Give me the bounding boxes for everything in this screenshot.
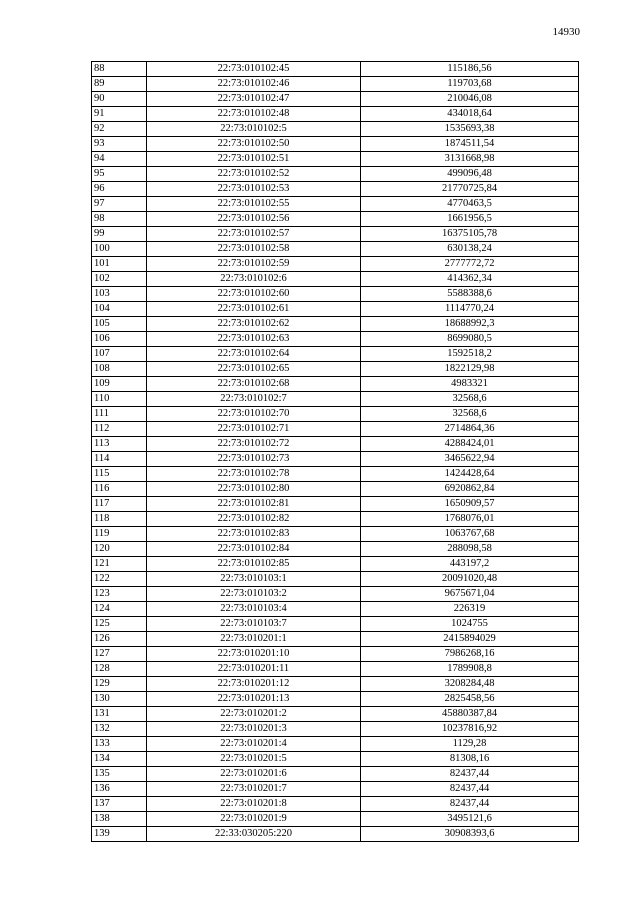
cadastral-value-cell: 2714864,36 <box>361 422 579 437</box>
row-number-cell: 91 <box>92 107 147 122</box>
cadastral-number-cell: 22:73:010102:55 <box>147 197 361 212</box>
cadastral-value-cell: 20091020,48 <box>361 572 579 587</box>
cadastral-number-cell: 22:73:010102:68 <box>147 377 361 392</box>
cadastral-number-cell: 22:73:010102:7 <box>147 392 361 407</box>
cadastral-value-cell: 9675671,04 <box>361 587 579 602</box>
row-number-cell: 93 <box>92 137 147 152</box>
table-row <box>92 587 579 602</box>
cadastral-number-cell: 22:73:010201:8 <box>147 797 361 812</box>
row-number-cell: 134 <box>92 752 147 767</box>
table-row <box>92 722 579 737</box>
cadastral-value-cell: 1114770,24 <box>361 302 579 317</box>
cadastral-value-cell: 1424428,64 <box>361 467 579 482</box>
cadastral-number-cell: 22:73:010102:84 <box>147 542 361 557</box>
cadastral-value-cell: 210046,08 <box>361 92 579 107</box>
cadastral-number-cell: 22:73:010201:10 <box>147 647 361 662</box>
table-row <box>92 752 579 767</box>
row-number-cell: 122 <box>92 572 147 587</box>
cadastral-number-cell: 22:73:010102:61 <box>147 302 361 317</box>
cadastral-value-cell: 82437,44 <box>361 797 579 812</box>
cadastral-value-cell: 81308,16 <box>361 752 579 767</box>
row-number-cell: 95 <box>92 167 147 182</box>
row-number-cell: 100 <box>92 242 147 257</box>
cadastral-value-cell: 8699080,5 <box>361 332 579 347</box>
row-number-cell: 131 <box>92 707 147 722</box>
table-row <box>92 812 579 827</box>
row-number-cell: 103 <box>92 287 147 302</box>
table-row <box>92 557 579 572</box>
cadastral-number-cell: 22:73:010102:56 <box>147 212 361 227</box>
cadastral-number-cell: 22:73:010201:11 <box>147 662 361 677</box>
row-number-cell: 96 <box>92 182 147 197</box>
cadastral-value-cell: 1661956,5 <box>361 212 579 227</box>
table-row <box>92 92 579 107</box>
cadastral-value-cell: 2415894029 <box>361 632 579 647</box>
cadastral-value-cell: 288098,58 <box>361 542 579 557</box>
row-number-cell: 127 <box>92 647 147 662</box>
cadastral-value-cell: 21770725,84 <box>361 182 579 197</box>
cadastral-number-cell: 22:73:010102:63 <box>147 332 361 347</box>
cadastral-number-cell: 22:73:010201:1 <box>147 632 361 647</box>
row-number-cell: 112 <box>92 422 147 437</box>
table-row <box>92 692 579 707</box>
table-row <box>92 302 579 317</box>
cadastral-value-cell: 1768076,01 <box>361 512 579 527</box>
cadastral-value-cell: 119703,68 <box>361 77 579 92</box>
table-row <box>92 332 579 347</box>
row-number-cell: 88 <box>92 62 147 77</box>
cadastral-number-cell: 22:73:010102:47 <box>147 92 361 107</box>
row-number-cell: 126 <box>92 632 147 647</box>
cadastral-value-cell: 1129,28 <box>361 737 579 752</box>
row-number-cell: 129 <box>92 677 147 692</box>
table-row <box>92 122 579 137</box>
row-number-cell: 109 <box>92 377 147 392</box>
cadastral-number-cell: 22:33:030205:220 <box>147 827 361 842</box>
row-number-cell: 133 <box>92 737 147 752</box>
row-number-cell: 101 <box>92 257 147 272</box>
cadastral-value-cell: 82437,44 <box>361 782 579 797</box>
cadastral-number-cell: 22:73:010102:62 <box>147 317 361 332</box>
cadastral-value-cell: 3208284,48 <box>361 677 579 692</box>
cadastral-number-cell: 22:73:010103:7 <box>147 617 361 632</box>
table-row <box>92 707 579 722</box>
table-row <box>92 662 579 677</box>
table-row <box>92 137 579 152</box>
cadastral-number-cell: 22:73:010102:72 <box>147 437 361 452</box>
table-row <box>92 737 579 752</box>
table-row <box>92 482 579 497</box>
table-row <box>92 782 579 797</box>
table-row <box>92 257 579 272</box>
cadastral-number-cell: 22:73:010201:4 <box>147 737 361 752</box>
row-number-cell: 119 <box>92 527 147 542</box>
table-row <box>92 797 579 812</box>
cadastral-number-cell: 22:73:010103:4 <box>147 602 361 617</box>
row-number-cell: 128 <box>92 662 147 677</box>
cadastral-number-cell: 22:73:010102:82 <box>147 512 361 527</box>
cadastral-number-cell: 22:73:010102:50 <box>147 137 361 152</box>
cadastral-number-cell: 22:73:010201:7 <box>147 782 361 797</box>
cadastral-number-cell: 22:73:010102:46 <box>147 77 361 92</box>
cadastral-value-cell: 1789908,8 <box>361 662 579 677</box>
table-row <box>92 452 579 467</box>
cadastral-value-cell: 1024755 <box>361 617 579 632</box>
cadastral-value-cell: 1874511,54 <box>361 137 579 152</box>
row-number-cell: 123 <box>92 587 147 602</box>
table-row <box>92 422 579 437</box>
cadastral-value-cell: 16375105,78 <box>361 227 579 242</box>
table-row <box>92 677 579 692</box>
cadastral-number-cell: 22:73:010201:9 <box>147 812 361 827</box>
cadastral-number-cell: 22:73:010102:73 <box>147 452 361 467</box>
row-number-cell: 118 <box>92 512 147 527</box>
cadastral-value-cell: 1535693,38 <box>361 122 579 137</box>
cadastral-number-cell: 22:73:010201:12 <box>147 677 361 692</box>
table-row <box>92 272 579 287</box>
cadastral-value-cell: 3465622,94 <box>361 452 579 467</box>
cadastral-number-cell: 22:73:010102:59 <box>147 257 361 272</box>
cadastral-value-cell: 10237816,92 <box>361 722 579 737</box>
cadastral-number-cell: 22:73:010201:2 <box>147 707 361 722</box>
table-row <box>92 407 579 422</box>
table-row <box>92 512 579 527</box>
cadastral-value-cell: 82437,44 <box>361 767 579 782</box>
table-row <box>92 572 579 587</box>
cadastral-value-cell: 1822129,98 <box>361 362 579 377</box>
table-row <box>92 167 579 182</box>
cadastral-value-cell: 3495121,6 <box>361 812 579 827</box>
cadastral-value-cell: 30908393,6 <box>361 827 579 842</box>
row-number-cell: 89 <box>92 77 147 92</box>
cadastral-number-cell: 22:73:010102:81 <box>147 497 361 512</box>
row-number-cell: 106 <box>92 332 147 347</box>
cadastral-value-cell: 443197,2 <box>361 557 579 572</box>
cadastral-value-cell: 115186,56 <box>361 62 579 77</box>
cadastral-number-cell: 22:73:010102:65 <box>147 362 361 377</box>
table-row <box>92 497 579 512</box>
table-row <box>92 467 579 482</box>
cadastral-value-cell: 1592518,2 <box>361 347 579 362</box>
cadastral-value-cell: 3131668,98 <box>361 152 579 167</box>
cadastral-value-cell: 32568,6 <box>361 392 579 407</box>
table-row <box>92 347 579 362</box>
cadastral-number-cell: 22:73:010102:70 <box>147 407 361 422</box>
cadastral-value-cell: 18688992,3 <box>361 317 579 332</box>
cadastral-value-cell: 6920862,84 <box>361 482 579 497</box>
table-row <box>92 212 579 227</box>
cadastral-number-cell: 22:73:010102:58 <box>147 242 361 257</box>
row-number-cell: 132 <box>92 722 147 737</box>
cadastral-number-cell: 22:73:010102:71 <box>147 422 361 437</box>
table-row <box>92 107 579 122</box>
table-row <box>92 602 579 617</box>
table-row <box>92 617 579 632</box>
row-number-cell: 104 <box>92 302 147 317</box>
cadastral-value-cell: 414362,34 <box>361 272 579 287</box>
table-row <box>92 527 579 542</box>
cadastral-number-cell: 22:73:010102:80 <box>147 482 361 497</box>
cadastral-number-cell: 22:73:010102:48 <box>147 107 361 122</box>
cadastral-value-cell: 45880387,84 <box>361 707 579 722</box>
table-row <box>92 542 579 557</box>
cadastral-number-cell: 22:73:010102:57 <box>147 227 361 242</box>
row-number-cell: 92 <box>92 122 147 137</box>
row-number-cell: 98 <box>92 212 147 227</box>
table-row <box>92 317 579 332</box>
cadastral-number-cell: 22:73:010201:5 <box>147 752 361 767</box>
cadastral-value-cell: 4983321 <box>361 377 579 392</box>
table-row <box>92 287 579 302</box>
cadastral-value-cell: 4288424,01 <box>361 437 579 452</box>
cadastral-value-cell: 2777772,72 <box>361 257 579 272</box>
cadastral-number-cell: 22:73:010102:51 <box>147 152 361 167</box>
table-row <box>92 827 579 842</box>
row-number-cell: 99 <box>92 227 147 242</box>
table-row <box>92 437 579 452</box>
row-number-cell: 136 <box>92 782 147 797</box>
row-number-cell: 97 <box>92 197 147 212</box>
cadastral-value-cell: 434018,64 <box>361 107 579 122</box>
cadastral-number-cell: 22:73:010102:45 <box>147 62 361 77</box>
row-number-cell: 102 <box>92 272 147 287</box>
table-row <box>92 647 579 662</box>
table-row <box>92 227 579 242</box>
cadastral-number-cell: 22:73:010102:5 <box>147 122 361 137</box>
row-number-cell: 138 <box>92 812 147 827</box>
table-row <box>92 362 579 377</box>
row-number-cell: 105 <box>92 317 147 332</box>
cadastral-number-cell: 22:73:010102:85 <box>147 557 361 572</box>
row-number-cell: 107 <box>92 347 147 362</box>
table-row <box>92 77 579 92</box>
row-number-cell: 117 <box>92 497 147 512</box>
row-number-cell: 110 <box>92 392 147 407</box>
row-number-cell: 113 <box>92 437 147 452</box>
row-number-cell: 130 <box>92 692 147 707</box>
cadastral-number-cell: 22:73:010102:53 <box>147 182 361 197</box>
row-number-cell: 137 <box>92 797 147 812</box>
page-number: 14930 <box>552 26 580 38</box>
table-row <box>92 197 579 212</box>
table-row <box>92 392 579 407</box>
cadastral-value-cell: 630138,24 <box>361 242 579 257</box>
cadastral-value-cell: 32568,6 <box>361 407 579 422</box>
row-number-cell: 111 <box>92 407 147 422</box>
cadastral-value-cell: 1650909,57 <box>361 497 579 512</box>
row-number-cell: 94 <box>92 152 147 167</box>
table-row <box>92 242 579 257</box>
cadastral-number-cell: 22:73:010102:83 <box>147 527 361 542</box>
cadastral-number-cell: 22:73:010102:78 <box>147 467 361 482</box>
row-number-cell: 120 <box>92 542 147 557</box>
row-number-cell: 139 <box>92 827 147 842</box>
row-number-cell: 121 <box>92 557 147 572</box>
table-row <box>92 377 579 392</box>
row-number-cell: 125 <box>92 617 147 632</box>
cadastral-number-cell: 22:73:010103:1 <box>147 572 361 587</box>
row-number-cell: 116 <box>92 482 147 497</box>
cadastral-number-cell: 22:73:010201:13 <box>147 692 361 707</box>
cadastral-number-cell: 22:73:010102:64 <box>147 347 361 362</box>
cadastral-value-cell: 1063767,68 <box>361 527 579 542</box>
cadastral-value-cell: 5588388,6 <box>361 287 579 302</box>
cadastral-number-cell: 22:73:010102:6 <box>147 272 361 287</box>
row-number-cell: 135 <box>92 767 147 782</box>
cadastral-value-cell: 7986268,16 <box>361 647 579 662</box>
cadastral-number-cell: 22:73:010102:52 <box>147 167 361 182</box>
cadastral-number-cell: 22:73:010201:3 <box>147 722 361 737</box>
row-number-cell: 114 <box>92 452 147 467</box>
cadastral-value-cell: 226319 <box>361 602 579 617</box>
row-number-cell: 124 <box>92 602 147 617</box>
row-number-cell: 108 <box>92 362 147 377</box>
table-row <box>92 767 579 782</box>
cadastral-value-table <box>91 61 579 842</box>
table-body <box>92 62 579 842</box>
table-row <box>92 62 579 77</box>
cadastral-number-cell: 22:73:010102:60 <box>147 287 361 302</box>
row-number-cell: 90 <box>92 92 147 107</box>
cadastral-value-cell: 4770463,5 <box>361 197 579 212</box>
table-row <box>92 632 579 647</box>
cadastral-value-cell: 499096,48 <box>361 167 579 182</box>
table-row <box>92 182 579 197</box>
cadastral-number-cell: 22:73:010103:2 <box>147 587 361 602</box>
row-number-cell: 115 <box>92 467 147 482</box>
table-row <box>92 152 579 167</box>
cadastral-value-cell: 2825458,56 <box>361 692 579 707</box>
cadastral-number-cell: 22:73:010201:6 <box>147 767 361 782</box>
